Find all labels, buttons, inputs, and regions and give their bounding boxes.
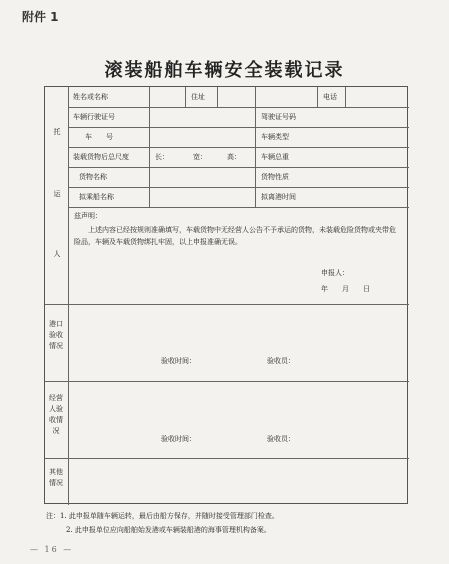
other-label: 其他情况 bbox=[49, 468, 63, 487]
section-line bbox=[45, 458, 409, 459]
loading-record-form bbox=[44, 86, 408, 504]
page-number: — 16 — bbox=[30, 545, 74, 554]
row-right-label: 车辆类型 bbox=[261, 133, 289, 141]
row-line bbox=[68, 107, 409, 108]
row-line bbox=[68, 147, 409, 148]
operator-check-time: 验收时间： bbox=[161, 435, 196, 443]
col-line bbox=[255, 87, 256, 207]
row-right-label: 拟离港时间 bbox=[261, 193, 296, 201]
col-line bbox=[317, 87, 318, 107]
declaration-signer: 申报人： bbox=[321, 269, 349, 277]
port-check-inspector: 验收员： bbox=[267, 357, 295, 365]
row-left-label: 车 号 bbox=[85, 133, 113, 141]
row-left-label: 装载货物后总尺度 bbox=[73, 153, 129, 161]
row-right-label: 驾驶证号码 bbox=[261, 113, 296, 121]
footnotes bbox=[46, 509, 279, 537]
attachment-label: 附件 1 bbox=[22, 10, 59, 24]
side-column-line bbox=[68, 87, 69, 505]
section-line bbox=[45, 304, 409, 305]
row-left-label: 货物名称 bbox=[79, 173, 107, 181]
shipper-char: 运 bbox=[53, 190, 61, 198]
address-label: 住址 bbox=[191, 93, 205, 101]
dim-height: 高： bbox=[227, 153, 241, 161]
col-line bbox=[185, 87, 186, 107]
declaration-date: 年 月 日 bbox=[321, 285, 370, 293]
dim-length: 长： bbox=[155, 153, 169, 161]
row-line bbox=[68, 207, 409, 208]
row-line bbox=[68, 187, 409, 188]
shipper-char: 托 bbox=[53, 128, 61, 136]
row-right-label: 车辆总重 bbox=[261, 153, 289, 161]
footnote-2: 2. 此申报单位应向船舶始发港或车辆装船港的海事管理机构备案。 bbox=[66, 526, 271, 534]
operator-check-label: 经营人验收情况 bbox=[49, 394, 63, 435]
operator-check-inspector: 验收员： bbox=[267, 435, 295, 443]
row-line bbox=[68, 167, 409, 168]
shipper-char: 人 bbox=[53, 250, 61, 258]
port-check-label: 港口验收情况 bbox=[49, 320, 63, 350]
page-title: 滚装船舶车辆安全装载记录 bbox=[104, 60, 345, 81]
col-line bbox=[149, 87, 150, 207]
row-left-label: 车辆行驶证号 bbox=[73, 113, 115, 121]
name-label: 姓名或名称 bbox=[73, 93, 108, 101]
declaration-body: 上述内容已经按规则准确填写，车载货物中无经营人公告不予承运的货物，未装载危险货物或夹带危险品，车辆及车载货物绑扎牢固，以上申报准确无误。 bbox=[74, 226, 396, 246]
section-line bbox=[45, 381, 409, 382]
dim-width: 宽： bbox=[193, 153, 207, 161]
row-line bbox=[68, 127, 409, 128]
row-left-label: 拟乘船名称 bbox=[79, 193, 114, 201]
col-line bbox=[217, 87, 218, 107]
footnote-1: 注：1. 此申报单随车辆运转，最后由船方保存，并随时接受管理部门检查。 bbox=[46, 512, 279, 520]
col-line bbox=[345, 87, 346, 107]
declaration-heading: 兹声明： bbox=[74, 212, 102, 220]
port-check-time: 验收时间： bbox=[161, 357, 196, 365]
row-right-label: 货物性质 bbox=[261, 173, 289, 181]
phone-label: 电话 bbox=[323, 93, 337, 101]
